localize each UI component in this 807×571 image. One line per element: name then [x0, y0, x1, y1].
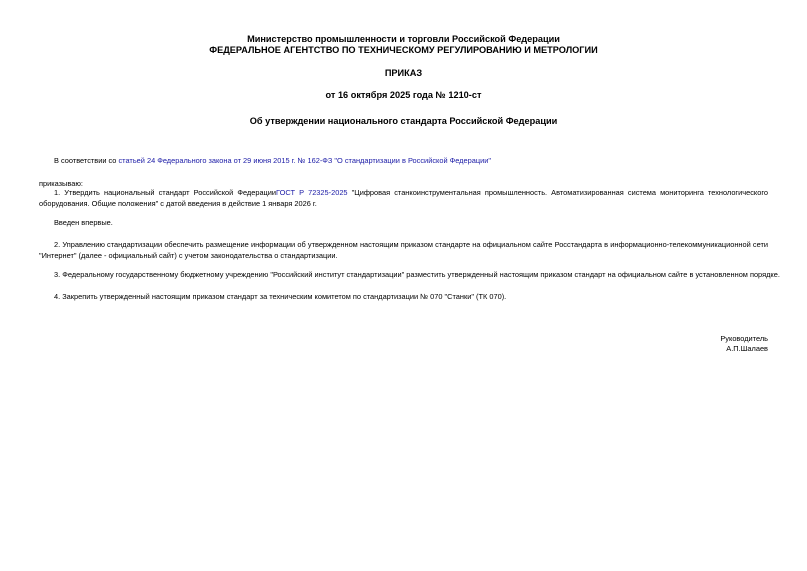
law-article-link[interactable]: статьей 24 Федерального закона от 29 июня 2015 г. № 162-ФЗ "О стандартизации в Российской Федерации"	[118, 156, 491, 165]
signatory-title: Руководитель	[720, 334, 768, 343]
ministry-name: Министерство промышленности и торговли Российской Федерации	[247, 34, 560, 44]
signatory-name: А.П.Шалаев	[726, 344, 768, 353]
paragraph-1-line-2: оборудования. Общие положения" с датой введения в действие 1 января 2026 г.	[39, 199, 317, 208]
paragraph-4: 4. Закрепить утвержденный настоящим приказом стандарт за техническим комитетом по стандартизации № 070 "Станки" (ТК 070).	[54, 292, 507, 301]
document-type: ПРИКАЗ	[384, 68, 423, 78]
document-subject: Об утверждении национального стандарта Российской Федерации	[249, 116, 558, 126]
paragraph-2-line-1: 2. Управлению стандартизации обеспечить размещение информации об утвержденном настоящим приказом стандарте на официальном сайте Росстандарта в информационно-телекоммуникационной сети	[54, 240, 768, 249]
gost-link[interactable]: ГОСТ Р 72325-2025	[276, 188, 348, 197]
introduced-note: Введен впервые.	[54, 218, 113, 227]
document-date-number: от 16 октября 2025 года № 1210-ст	[325, 90, 482, 100]
paragraph-1-suffix: "Цифровая станкоинструментальная промышленность. Автоматизированная система мониторинга технологического	[347, 188, 768, 197]
paragraph-1-line-1	[39, 187, 768, 199]
paragraph-2-line-2: "Интернет" (далее - официальный сайт) с учетом законодательства о стандартизации.	[39, 251, 338, 260]
agency-name: ФЕДЕРАЛЬНОЕ АГЕНТСТВО ПО ТЕХНИЧЕСКОМУ РЕГУЛИРОВАНИЮ И МЕТРОЛОГИИ	[209, 45, 598, 55]
paragraph-1-prefix: 1. Утвердить национальный стандарт Российской Федерации	[54, 188, 277, 197]
paragraph-3: 3. Федеральному государственному бюджетному учреждению "Российский институт стандартизации" разместить утвержденный настоящим приказом стандарт на официальном сайте в установленном порядке.	[54, 270, 780, 279]
preamble	[54, 155, 491, 167]
order-word: приказываю:	[39, 179, 83, 188]
preamble-lead: В соответствии со	[54, 156, 119, 165]
